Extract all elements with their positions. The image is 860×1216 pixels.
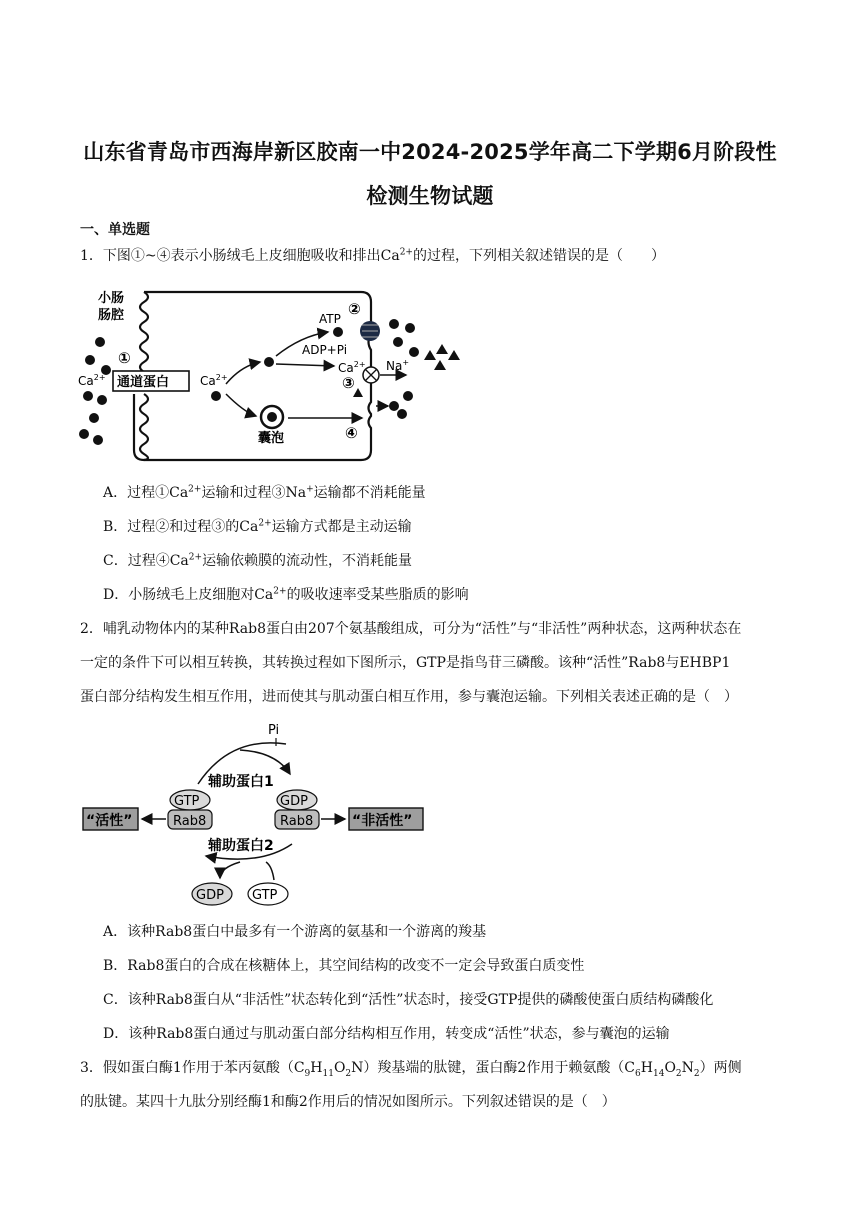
q2-option-a[interactable]: A．该种Rab8蛋白中最多有一个游离的氨基和一个游离的羧基 [103, 924, 487, 940]
inactive-state-label: “非活性” [352, 813, 413, 829]
q1-option-d[interactable]: D．小肠绒毛上皮细胞对$Ca^{2+}$的吸收速率受某些脂质的影响 [103, 586, 469, 603]
svg-text:Rab8: Rab8 [173, 814, 207, 829]
q1-calcium-transport-figure [76, 284, 496, 470]
ca-label-mid: $Ca^{2+}$ [200, 373, 228, 388]
process-1-label: ① [118, 349, 131, 367]
na-ions [424, 344, 460, 370]
q1-option-c[interactable]: C．过程$④Ca^{2+}$运输依赖膜的流动性，不消耗能量 [103, 552, 413, 569]
channel-protein-label: 通道蛋白 [117, 375, 170, 390]
q3-stem-line1: 3．假如蛋白酶1作用于苯丙氨酸$(C_9H_{11}O_2N)$羧基端的肽键，蛋白酶2作用于赖氨酸$(C_6H_{14}O_2N_2)$两侧 [80, 1060, 742, 1079]
helper-protein-1-label: 辅助蛋白1 [208, 774, 274, 790]
vesicle-label: 囊泡 [258, 431, 285, 446]
q2-stem-line3: 蛋白部分结构发生相互作用，进而使其与肌动蛋白相互作用，参与囊泡运输。下列相关表述正确的是（ ） [80, 689, 738, 705]
q2-stem-line1: 2．哺乳动物体内的某种Rab8蛋白由207个氨基酸组成，可分为“活性”与“非活性”两种状态，这两种状态在 [80, 621, 742, 637]
process-3-label: ③ [342, 374, 355, 392]
svg-text:GTP: GTP [252, 888, 278, 903]
q3-stem-line2: 的肽键。某四十九肽分别经酶1和酶2作用后的情况如图所示。下列叙述错误的是（ ） [80, 1094, 616, 1110]
atp-label: ATP [319, 312, 341, 326]
lumen-label-2: 肠腔 [98, 308, 125, 323]
pi-label: Pi [268, 723, 280, 738]
q2-option-c[interactable]: C．该种Rab8蛋白从“非活性”状态转化到“活性”状态时，接受GTP提供的磷酸使蛋白质结构磷酸化 [103, 992, 714, 1008]
ca-label-right: $Ca^{2+}$ [338, 360, 366, 375]
q1-option-b[interactable]: B．过程②和过程③的$Ca^{2+}$运输方式都是主动运输 [103, 518, 412, 535]
process-2-label: ② [348, 300, 361, 318]
page-title-line1: 山东省青岛市西海岸新区胶南一中2024-2025学年高二下学期6月阶段性 [83, 140, 777, 164]
process-4-label: ④ [345, 424, 358, 442]
q1-option-a[interactable]: A．过程$①Ca^{2+}$运输和过程③Na+运输都不消耗能量 [103, 484, 426, 501]
svg-text:GDP: GDP [196, 888, 224, 903]
q1-stem: 1．下图①~④表示小肠绒毛上皮细胞吸收和排出$Ca^{2+}$的过程，下列相关叙述错误的是（ ） [80, 247, 665, 264]
lumen-label-1: 小肠 [98, 291, 125, 306]
adp-label: ADP+Pi [302, 343, 348, 357]
svg-text:GTP: GTP [174, 794, 200, 809]
q2-rab8-cycle-figure [80, 716, 430, 910]
q2-stem-line2: 一定的条件下可以相互转换，其转换过程如下图所示，GTP是指鸟苷三磷酸。该种“活性”Rab8与EHBP1 [80, 655, 731, 671]
q2-option-b[interactable]: B．Rab8蛋白的合成在核糖体上，其空间结构的改变不一定会导致蛋白质变性 [103, 958, 585, 974]
helper-protein-2-label: 辅助蛋白2 [208, 838, 274, 854]
section-heading: 一、单选题 [80, 222, 150, 238]
active-state-label: “活性” [86, 813, 133, 829]
page-title-line2: 检测生物试题 [366, 184, 494, 208]
svg-text:Rab8: Rab8 [280, 814, 314, 829]
svg-text:GDP: GDP [280, 794, 308, 809]
ca-ions-lumen [79, 337, 111, 445]
q2-option-d[interactable]: D．该种Rab8蛋白通过与肌动蛋白部分结构相互作用，转变成“活性”状态，参与囊泡的运输 [103, 1026, 670, 1042]
na-label: Na+ [386, 358, 410, 373]
ca-label-left: $Ca^{2+}$ [78, 373, 106, 388]
